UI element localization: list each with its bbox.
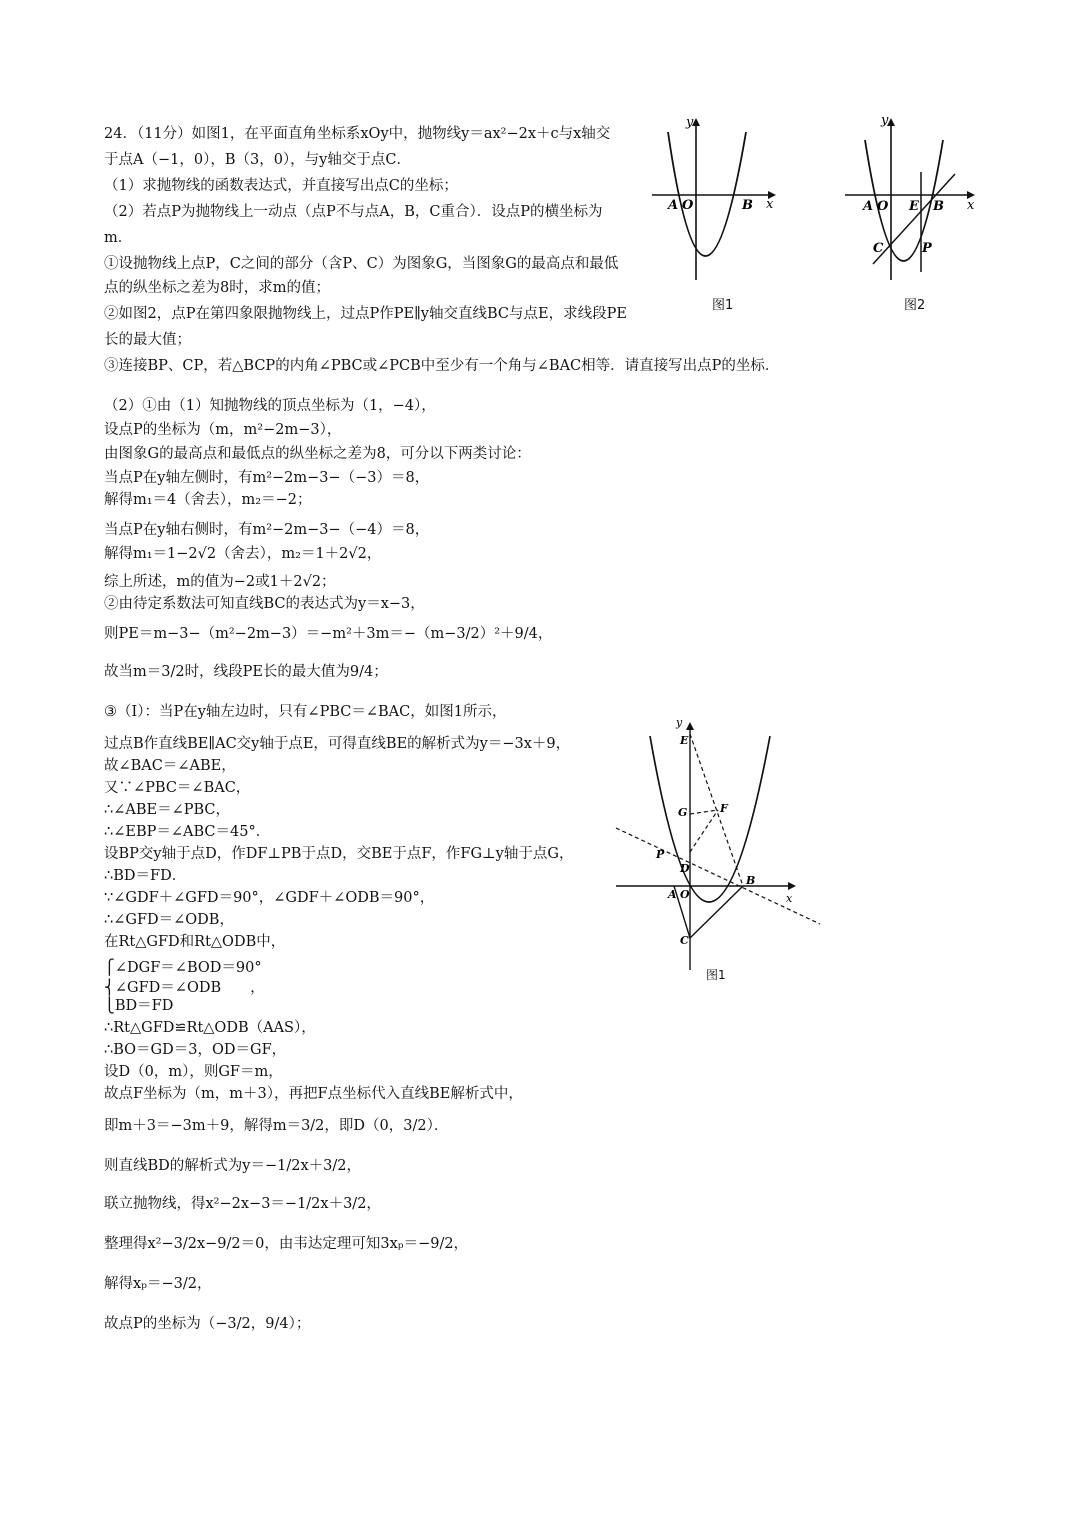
solution-line: ∴∠EBP＝∠ABC＝45°． — [104, 824, 271, 840]
solution-line: 故点F坐标为（m，m＋3），再把F点坐标代入直线BE解析式中， — [104, 1086, 523, 1102]
problem-line: ③连接BP、CP，若△BCP的内角∠PBC或∠PCB中至少有一个角与∠BAC相等．请直接写出点P的坐标． — [104, 358, 780, 374]
solution-line: 则PE＝m−3−（m²−2m−3）＝−m²＋3m＝−（m−3/2）²＋9/4， — [104, 626, 553, 642]
figure-2-caption: 图2 — [904, 298, 926, 313]
solution-line: 由图象G的最高点和最低点的纵坐标之差为8，可分以下两类讨论： — [104, 446, 531, 462]
line-be — [690, 734, 743, 886]
solution-line: 过点B作直线BE∥AC交y轴于点E，可得直线BE的解析式为y＝−3x＋9， — [104, 736, 571, 752]
solution-line: 故当m＝3/2时，线段PE长的最大值为9/4； — [104, 664, 388, 680]
figure-1 — [650, 112, 780, 287]
solution-line: ∴BO＝GD＝3，OD＝GF， — [104, 1042, 287, 1058]
label-D: D — [680, 862, 690, 875]
label-y: y — [881, 113, 889, 128]
solution-line: 解得m₁＝4（舍去），m₂＝−2； — [104, 492, 312, 508]
solution-line: 整理得x²−3/2x−9/2＝0，由韦达定理可知3xₚ＝−9/2， — [104, 1236, 469, 1252]
solution-line: 则直线BD的解析式为y＝−1/2x＋3/2， — [104, 1158, 361, 1174]
figure-3 — [612, 712, 827, 972]
solution-line: 故点P的坐标为（−3/2，9/4）； — [104, 1316, 311, 1332]
problem-line: 长的最大值； — [104, 332, 191, 348]
solution-line: 故∠BAC＝∠ABE， — [104, 758, 236, 774]
parabola — [668, 132, 746, 256]
label-P: P — [656, 848, 665, 861]
solution-line: 设BP交y轴于点D，作DF⊥PB于点D，交BE于点F，作FG⊥y轴于点G， — [104, 846, 574, 862]
label-C: C — [873, 241, 884, 256]
solution-line: ②由待定系数法可知直线BC的表达式为y＝x−3， — [104, 596, 425, 612]
solution-line: 当点P在y轴左侧时，有m²−2m−3−（−3）＝8， — [104, 470, 430, 486]
problem-line: （2）若点P为抛物线上一动点（点P不与点A，B，C重合）．设点P的横坐标为 — [104, 204, 603, 220]
problem-line: （1）求抛物线的函数表达式，并直接写出点C的坐标； — [104, 178, 458, 194]
label-A: A — [668, 198, 679, 213]
label-x: x — [766, 197, 774, 212]
solution-line: 当点P在y轴右侧时，有m²−2m−3−（−4）＝8， — [104, 522, 430, 538]
label-x: x — [786, 892, 793, 905]
solution-line: 综上所述，m的值为−2或1＋2√2； — [104, 574, 336, 590]
solution-line: ⎧∠DGF＝∠BOD＝90° — [104, 960, 262, 976]
label-A: A — [668, 888, 677, 901]
solution-line: ∵∠GDF＋∠GFD＝90°，∠GDF＋∠ODB＝90°， — [104, 890, 435, 906]
segment-gf — [690, 810, 718, 814]
figure-2 — [843, 112, 983, 287]
label-B: B — [933, 199, 944, 214]
label-E: E — [909, 199, 919, 214]
label-O: O — [682, 198, 694, 213]
label-y: y — [676, 716, 683, 729]
label-A: A — [863, 199, 874, 214]
solution-line: 设D（0，m），则GF＝m， — [104, 1064, 283, 1080]
solution-line: 联立抛物线，得x²−2x−3＝−1/2x＋3/2， — [104, 1196, 381, 1212]
label-x: x — [967, 198, 975, 213]
figure-1-caption: 图1 — [712, 298, 734, 313]
solution-line: ⎨∠GFD＝∠ODB ， — [104, 980, 265, 996]
solution-line: ∴∠GFD＝∠ODB， — [104, 912, 234, 928]
solution-line: 设点P的坐标为（m，m²−2m−3）， — [104, 422, 342, 438]
label-B: B — [742, 198, 753, 213]
solution-line: ∴Rt△GFD≌Rt△ODB（AAS）， — [104, 1020, 316, 1036]
label-B: B — [746, 874, 756, 887]
solution-line: 解得m₁＝1−2√2（舍去），m₂＝1＋2√2， — [104, 546, 382, 562]
x-axis-arrow — [788, 882, 796, 890]
label-y: y — [686, 115, 694, 130]
problem-line: 点的纵坐标之差为8时，求m的值； — [104, 280, 330, 296]
solution-line: ∴∠ABE＝∠PBC， — [104, 802, 231, 818]
label-F: F — [720, 802, 728, 815]
y-axis-arrow — [686, 722, 694, 730]
solution-line: 在Rt△GFD和Rt△ODB中， — [104, 934, 286, 950]
problem-line: 24．（11分）如图1，在平面直角坐标系xOy中，抛物线y＝ax²−2x＋c与x轴交 — [104, 126, 611, 142]
label-O: O — [680, 888, 690, 901]
segment-df — [690, 810, 718, 852]
solution-line: ③（Ⅰ）：当P在y轴左边时，只有∠PBC＝∠BAC，如图1所示， — [104, 704, 507, 720]
label-O: O — [877, 199, 889, 214]
problem-line: 于点A（−1，0），B（3，0），与y轴交于点C． — [104, 152, 411, 168]
label-P: P — [922, 241, 932, 256]
solution-line: 又∵∠PBC＝∠BAC， — [104, 780, 251, 796]
problem-line: ①设抛物线上点P，C之间的部分（含P、C）为图象G，当图象G的最高点和最低 — [104, 256, 619, 272]
solution-line: 即m＋3＝−3m＋9，解得m＝3/2，即D（0，3/2）． — [104, 1118, 449, 1134]
line-bc — [873, 174, 955, 264]
label-C: C — [680, 934, 689, 947]
solution-line: ∴BD＝FD． — [104, 868, 187, 884]
solution-line: （2）①由（1）知抛物线的顶点坐标为（1，−4）， — [104, 398, 436, 414]
label-G: G — [678, 806, 688, 819]
label-E: E — [680, 734, 689, 747]
solution-line: ⎩BD＝FD — [104, 998, 174, 1014]
figure-3-caption: 图1 — [706, 968, 726, 982]
segment-cb — [690, 886, 743, 938]
problem-line: m． — [104, 230, 133, 246]
problem-line: ②如图2，点P在第四象限抛物线上，过点P作PE∥y轴交直线BC与点E，求线段PE — [104, 306, 627, 322]
solution-line: 解得xₚ＝−3/2， — [104, 1276, 212, 1292]
